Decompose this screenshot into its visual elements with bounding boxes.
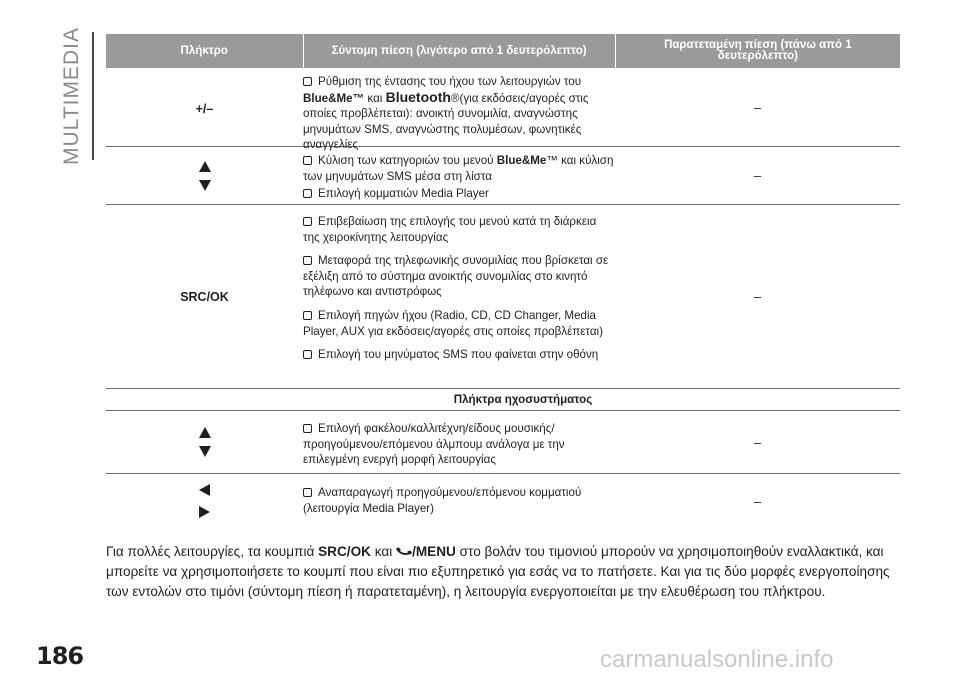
header-long-press: Παρατεταμένη πίεση (πάνω από 1 δευτερόλεπτο) <box>664 39 852 62</box>
arrow-right-icon <box>199 506 210 518</box>
section-divider <box>92 32 94 160</box>
list-item: Επιλογή φακέλου/καλλιτέχνη/είδους μουσικής/ προηγούμενου/επόμενου άλμπουμ ανάλογα με την επιλεγμένη ενεργή μορφή λειτουργίας <box>303 422 565 467</box>
key-volume: +/– <box>195 102 214 116</box>
header-short-press: Σύντομη πίεση (λιγότερο από 1 δευτερόλεπτο) <box>331 44 587 57</box>
list-item: Ρύθμιση της έντασης του ήχου των λειτουργιών του Blue&Me™ και Bluetooth®(για εκδόσεις/αγορές στις οποίες προβλέπεται): ανοικτή συνομιλία, αναγνώστης μηνυμάτων SMS, αναγνώστης πολυμέσων, φωνητικές αναγγελίες <box>303 75 589 152</box>
list-item: Κύλιση των κατηγοριών του μενού Blue&Me™ και κύλιση των μηνυμάτων SMS μέσα στη λίστα <box>303 154 614 183</box>
checkbox-bullet-icon <box>303 156 312 165</box>
long-press-value: – <box>753 168 762 183</box>
key-src-ok: SRC/OK <box>180 289 229 304</box>
key-up-down <box>106 147 303 204</box>
note-paragraph: Για πολλές λειτουργίες, τα κουμπιά SRC/OK και /MENU στο βολάν του τιμονιού μπορούν να χρησιμοποιηθούν εναλλακτικά, και μπορείτε να χρησιμοποιήσετε το κουμπί που είναι πιο εξυπηρετικό για εσάς να το πατήσετε. Και για τις δύο μορφές ενεργοποίησης των εντολών στο τιμόνι (σύντομη πίεση ή παρατεταμένη), η λειτουργία ενεργοποιείται με την ελευθέρωση του πλήκτρου. <box>106 544 890 599</box>
table-row <box>106 205 900 389</box>
long-press-value: – <box>753 493 762 509</box>
arrow-down-icon <box>199 180 211 191</box>
list-item: Μεταφορά της τηλεφωνικής συνομιλίας που βρίσκεται σε εξέλιξη από το σύστημα ανοικτής συνομιλίας στο κινητό τηλέφωνο και αντιστρόφως <box>303 254 609 299</box>
short-press-description <box>303 411 615 473</box>
short-press-description <box>303 68 615 152</box>
watermark: carmanualsonline.info <box>600 646 834 673</box>
table-row <box>106 474 900 528</box>
checkbox-bullet-icon <box>303 189 312 198</box>
list-item: Αναπαραγωγή προηγούμενου/επόμενου κομματιού (λειτουργία Media Player) <box>303 486 582 515</box>
table-row <box>106 411 900 474</box>
checkbox-bullet-icon <box>303 350 312 359</box>
arrow-up-icon <box>199 427 211 438</box>
audio-keys-heading: Πλήκτρα ηχοσυστήματος <box>106 389 900 411</box>
arrow-up-icon <box>199 161 211 172</box>
page-number: 186 <box>36 642 84 670</box>
list-item: Επιβεβαίωση της επιλογής του μενού κατά τη διάρκεια της χειροκίνητης λειτουργίας <box>303 215 597 244</box>
section-title: MULTIMEDIA <box>60 27 83 165</box>
checkbox-bullet-icon <box>303 311 312 320</box>
controls-table <box>106 34 900 528</box>
checkbox-bullet-icon <box>303 217 312 226</box>
checkbox-bullet-icon <box>303 256 312 265</box>
arrow-down-icon <box>199 446 211 457</box>
checkbox-bullet-icon <box>303 77 312 86</box>
list-item: Επιλογή πηγών ήχου (Radio, CD, CD Changer, Media Player, AUX για εκδόσεις/αγορές στις οποίες προβλέπεται) <box>303 308 603 338</box>
long-press-value: – <box>753 289 762 304</box>
key-up-down <box>106 411 303 473</box>
short-press-description <box>303 474 615 528</box>
list-item: Επιλογή κομματιών Media Player <box>303 186 615 202</box>
short-press-description <box>303 147 615 204</box>
checkbox-bullet-icon <box>303 424 312 433</box>
key-left-right <box>106 474 303 528</box>
short-press-description <box>303 205 615 388</box>
checkbox-bullet-icon <box>303 488 312 497</box>
table-row <box>106 68 900 152</box>
long-press-value: – <box>753 434 762 450</box>
list-item: Επιλογή του μηνύματος SMS που φαίνεται στην οθόνη <box>303 347 615 363</box>
phone-icon <box>396 544 412 558</box>
header-key: Πλήκτρο <box>180 44 228 57</box>
arrow-left-icon <box>199 484 210 496</box>
table-header <box>106 34 900 68</box>
long-press-value: – <box>753 99 762 115</box>
table-row <box>106 147 900 205</box>
